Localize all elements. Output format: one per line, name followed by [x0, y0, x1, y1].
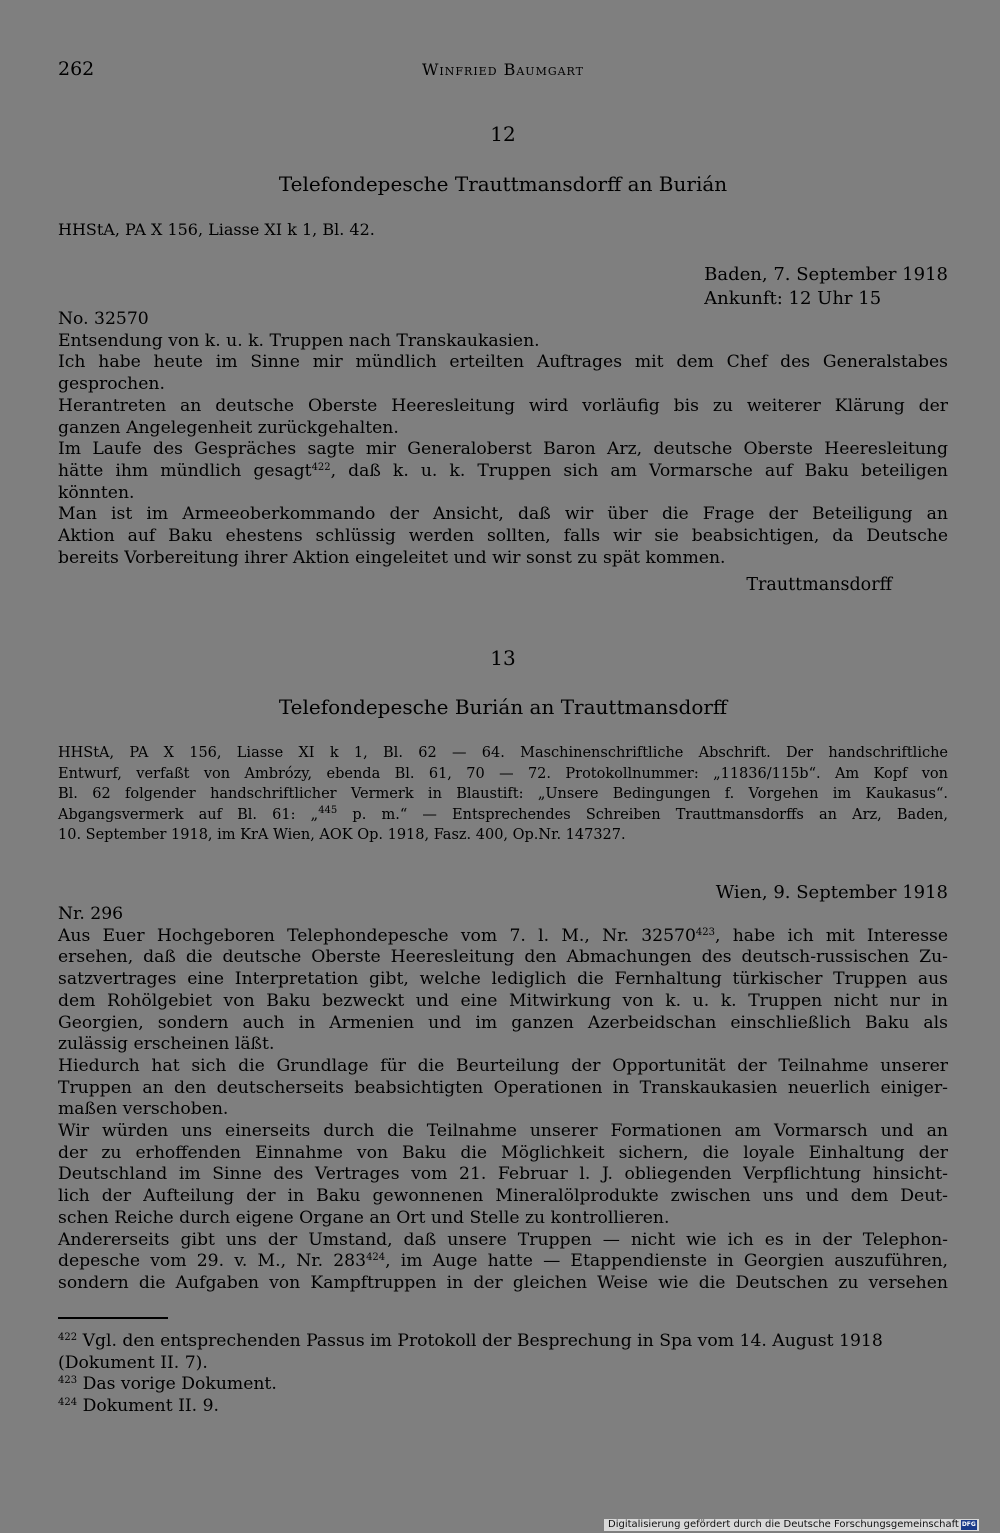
doc12-text: , daß k. u. k. Truppen sich am Vormarsche auf Baku beteiligen: [330, 460, 948, 481]
dfg-logo-icon: DFG: [961, 1521, 976, 1528]
footnote-text: Vgl. den entsprechenden Passus im Protokoll der Besprechung in Spa vom 14. August 1918: [82, 1331, 883, 1351]
footnote-number: 423: [58, 1375, 78, 1386]
doc12-line: Ich habe heute im Sinne mir mündlich erteilten Auftrages mit dem Chef des Generalstabes: [58, 352, 948, 373]
doc12-line: bereits Vorbereitung ihrer Aktion eingeleitet und wir sonst zu spät kommen.: [58, 547, 726, 568]
doc13-source-line: [58, 805, 948, 826]
doc13-line: [58, 1251, 948, 1273]
doc12-arrival: Ankunft: 12 Uhr 15: [704, 288, 882, 309]
doc13-line: zulässig erscheinen läßt.: [58, 1034, 275, 1055]
footer-text: Digitalisierung gefördert durch die Deutsche Forschungsgemeinschaft: [608, 1519, 959, 1530]
footnote-number: 424: [58, 1396, 78, 1408]
doc13-source: [58, 743, 948, 846]
doc12-title: Telefondepesche Trauttmansdorff an Burián: [278, 172, 728, 196]
doc12-number: 12: [490, 122, 516, 146]
doc13-line: Hiedurch hat sich die Grundlage für die Beurteilung der Opportunität der Teilnahme unserer: [58, 1055, 948, 1076]
page-number: 262: [58, 58, 95, 80]
doc13-date: Wien, 9. September 1918: [715, 882, 948, 903]
doc13-text: depesche vom 29. v. M., Nr. 283: [58, 1251, 367, 1272]
footnote-rule: [58, 1317, 168, 1319]
doc13-line: der zu erhoffenden Einnahme von Baku die Möglichkeit sichern, die loyale Einhaltung der: [58, 1142, 948, 1163]
superscript-time: 445: [318, 804, 338, 816]
doc13-line: Georgien, sondern auch in Armenien und im ganzen Azerbeidschan einschließlich Baku als: [58, 1012, 948, 1033]
doc13-line: maßen verschoben.: [58, 1099, 229, 1120]
doc13-line: [58, 926, 948, 948]
doc13-line: ersehen, daß die deutsche Oberste Heeresleitung den Abmachungen des deutsch-russischen Zu-: [58, 947, 948, 968]
running-head: Winfried Baumgart: [421, 60, 584, 79]
footnote-ref-423[interactable]: 423: [695, 926, 715, 938]
doc12-line: No. 32570: [58, 309, 149, 329]
footnote-ref-422[interactable]: 422: [311, 461, 331, 473]
doc12-line: gesprochen.: [58, 374, 165, 395]
doc12-line: könnten.: [58, 482, 135, 503]
doc12-line: Aktion auf Baku ehestens schlüssig werden sollten, falls wir sie beabsichtigen, da Deutsche: [58, 526, 948, 547]
doc12-dateline: [704, 263, 948, 311]
doc13-title: Telefondepesche Burián an Trauttmansdorff: [278, 695, 728, 719]
footnote-423: [58, 1374, 948, 1396]
doc12-line: Im Laufe des Gespräches sagte mir Generaloberst Baron Arz, deutsche Oberste Heeresleitung: [58, 439, 948, 460]
footnote-text: Dokument II. 9.: [82, 1395, 219, 1416]
footnote-422-cont: [58, 1353, 948, 1375]
footnote-422: [58, 1331, 948, 1353]
footnote-ref-424[interactable]: 424: [366, 1252, 386, 1264]
footnotes: [58, 1331, 948, 1417]
doc13-line: sondern die Aufgaben von Kampftruppen in der gleichen Weise wie die Deutschen zu versehen: [58, 1272, 948, 1293]
footnote-424: [58, 1396, 948, 1418]
doc12-text: hätte ihm mündlich gesagt: [58, 460, 312, 481]
footnote-number: 422: [58, 1332, 78, 1343]
doc13-body: [58, 904, 948, 1295]
doc13-line: Deutschland im Sinne des Vertrages vom 21. Februar l. J. obliegenden Verpflichtung hinsicht-: [58, 1164, 948, 1185]
doc12-body: [58, 309, 948, 569]
doc12-line: Man ist im Armeeoberkommando der Ansicht, daß wir über die Frage der Beteiligung an: [58, 504, 948, 525]
doc13-line: dem Rohölgebiet von Baku bezweckt und eine Mitwirkung von k. u. k. Truppen nicht nur in: [58, 990, 948, 1011]
footnote-text: Das vorige Dokument.: [82, 1374, 277, 1394]
digitization-footer: [604, 1519, 979, 1531]
doc13-source-text: Abgangsvermerk auf Bl. 61: „: [58, 806, 319, 823]
doc13-line: Wir würden uns einerseits durch die Teilnahme unserer Formationen am Vormarsch und an: [58, 1121, 948, 1142]
footnote-text: (Dokument II. 7).: [58, 1352, 208, 1373]
doc12-line: [58, 461, 948, 483]
doc13-line: satzvertrages eine Interpretation gibt, welche lediglich die Fernhaltung türkischer Truppen aus: [58, 969, 948, 990]
doc13-source-text: p. m.“ — Entsprechendes Schreiben Trauttmansdorffs an Arz, Baden,: [337, 806, 949, 823]
doc13-source-line: 10. September 1918, im KrA Wien, AOK Op. 1918, Fasz. 400, Op.Nr. 147327.: [58, 827, 626, 844]
doc13-source-line: Bl. 62 folgender handschriftlicher Vermerk in Blaustift: „Unsere Bedingungen f. Vorgehen im Kaukasus“.: [58, 786, 948, 803]
doc13-source-line: HHStA, PA X 156, Liasse XI k 1, Bl. 62 — 64. Maschinenschriftliche Abschrift. Der handschriftliche: [58, 745, 948, 761]
doc12-date: Baden, 7. September 1918: [704, 264, 948, 285]
doc12-line: ganzen Angelegenheit zurückgehalten.: [58, 417, 399, 438]
doc13-text: , habe ich mit Interesse: [714, 925, 949, 946]
doc13-line: Nr. 296: [58, 904, 124, 924]
doc13-line: lich der Aufteilung der in Baku gewonnenen Mineralölprodukte zwischen uns und dem Deut-: [58, 1186, 948, 1207]
doc12-signature: Trauttmansdorff: [746, 575, 892, 595]
doc13-text: Aus Euer Hochgeboren Telephondepesche vom 7. l. M., Nr. 32570: [58, 925, 696, 946]
doc13-source-line: Entwurf, verfaßt von Ambrózy, ebenda Bl. 61, 70 — 72. Protokollnummer: „11836/115b“. Am Kopf von: [58, 765, 948, 782]
doc12-source: HHStA, PA X 156, Liasse XI k 1, Bl. 42.: [58, 220, 375, 239]
doc13-line: schen Reiche durch eigene Organe an Ort und Stelle zu kontrollieren.: [58, 1207, 670, 1228]
page-header: [58, 58, 948, 88]
doc13-text: , im Auge hatte — Etappendienste in Georgien auszuführen,: [385, 1251, 948, 1272]
doc13-line: Truppen an den deutscherseits beabsichtigten Operationen in Transkaukasien neuerlich einiger-: [58, 1077, 948, 1098]
doc12-line: Herantreten an deutsche Oberste Heeresleitung wird vorläufig bis zu weiterer Klärung der: [58, 395, 948, 416]
doc13-number: 13: [490, 646, 516, 670]
doc13-line: Andererseits gibt uns der Umstand, daß unsere Truppen — nicht wie ich es in der Telephon-: [58, 1229, 948, 1250]
doc12-line: Entsendung von k. u. k. Truppen nach Transkaukasien.: [58, 330, 540, 351]
